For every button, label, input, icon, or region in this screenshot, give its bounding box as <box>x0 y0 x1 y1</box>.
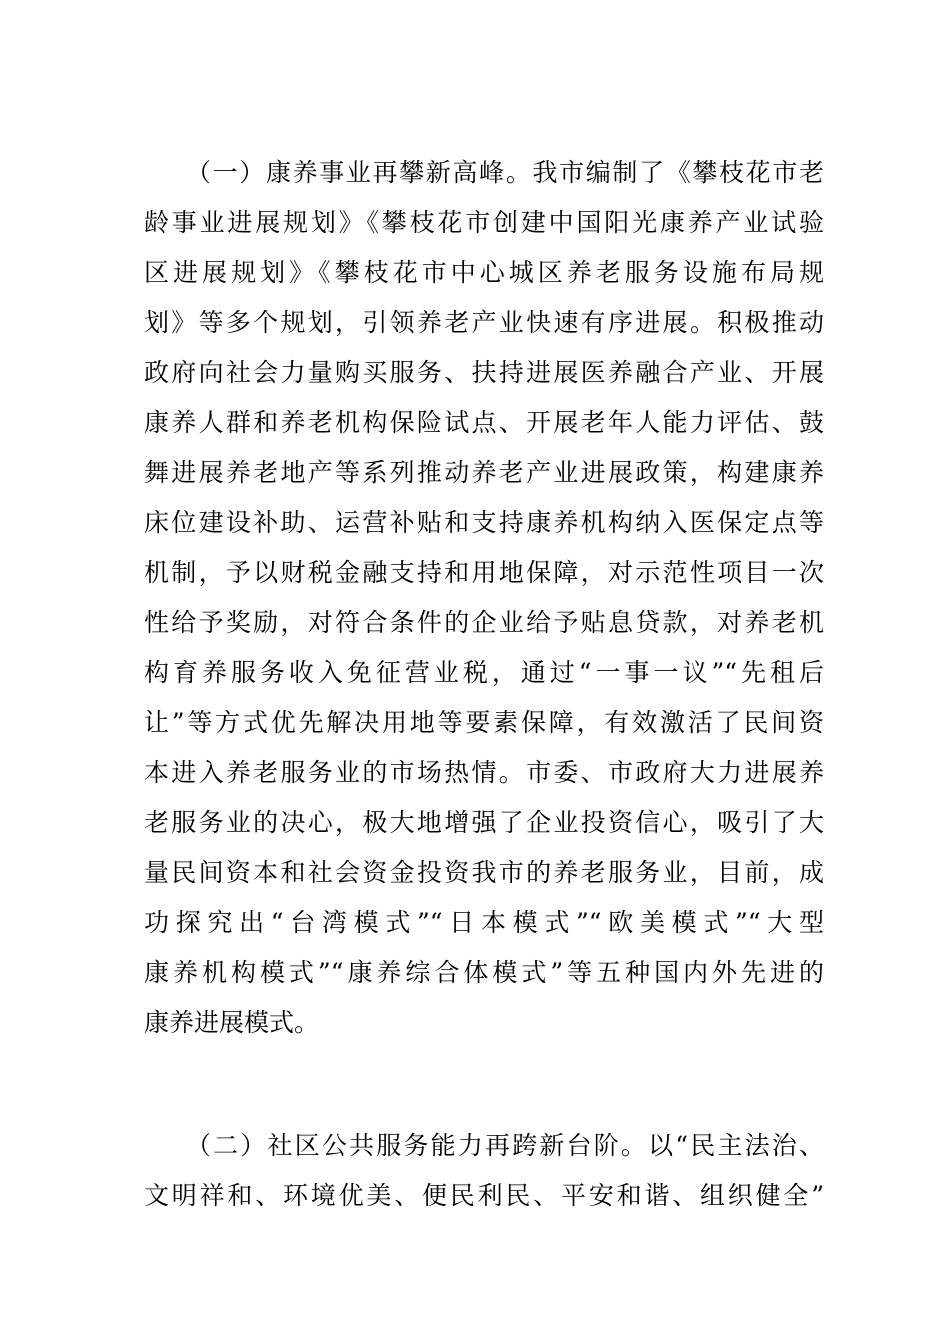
text-line: 本进入养老服务业的市场热情。市委、市政府大力进展养 <box>144 758 824 787</box>
text-line: 政府向社会力量购买服务、扶持进展医养融合产业、开展 <box>144 358 824 387</box>
text-line: 康养机构模式”“康养综合体模式”等五种国内外先进的 <box>144 958 824 987</box>
text-line: （一）康养事业再攀新高峰。我市编制了《攀枝花市老 <box>186 158 824 187</box>
text-line: 舞进展养老地产等系列推动养老产业进展政策，构建康养 <box>144 458 824 487</box>
text-line: 功探究出“台湾模式”“日本模式”“欧美模式”“大型 <box>144 908 824 937</box>
text-line: 划》等多个规划，引领养老产业快速有序进展。积极推动 <box>144 308 824 337</box>
text-line: 机制，予以财税金融支持和用地保障，对示范性项目一次 <box>144 558 824 587</box>
text-line: 老服务业的决心，极大地增强了企业投资信心，吸引了大 <box>144 808 824 837</box>
text-line: 构育养服务收入免征营业税，通过“一事一议”“先租后 <box>144 658 824 687</box>
text-line: 龄事业进展规划》《攀枝花市创建中国阳光康养产业试验 <box>144 208 824 237</box>
text-line: 让”等方式优先解决用地等要素保障，有效激活了民间资 <box>144 708 824 737</box>
text-line: 床位建设补助、运营补贴和支持康养机构纳入医保定点等 <box>144 508 824 537</box>
text-line: 量民间资本和社会资金投资我市的养老服务业，目前，成 <box>144 858 824 887</box>
text-line: 性给予奖励，对符合条件的企业给予贴息贷款，对养老机 <box>144 608 824 637</box>
text-line: （二）社区公共服务能力再跨新台阶。以“民主法治、 <box>186 1131 824 1160</box>
text-line: 康养进展模式。 <box>144 1008 320 1037</box>
text-line: 区进展规划》《攀枝花市中心城区养老服务设施布局规 <box>144 258 824 287</box>
text-line: 康养人群和养老机构保险试点、开展老年人能力评估、鼓 <box>144 408 824 437</box>
text-line: 文明祥和、环境优美、便民利民、平安和谐、组织健全” <box>144 1181 824 1210</box>
